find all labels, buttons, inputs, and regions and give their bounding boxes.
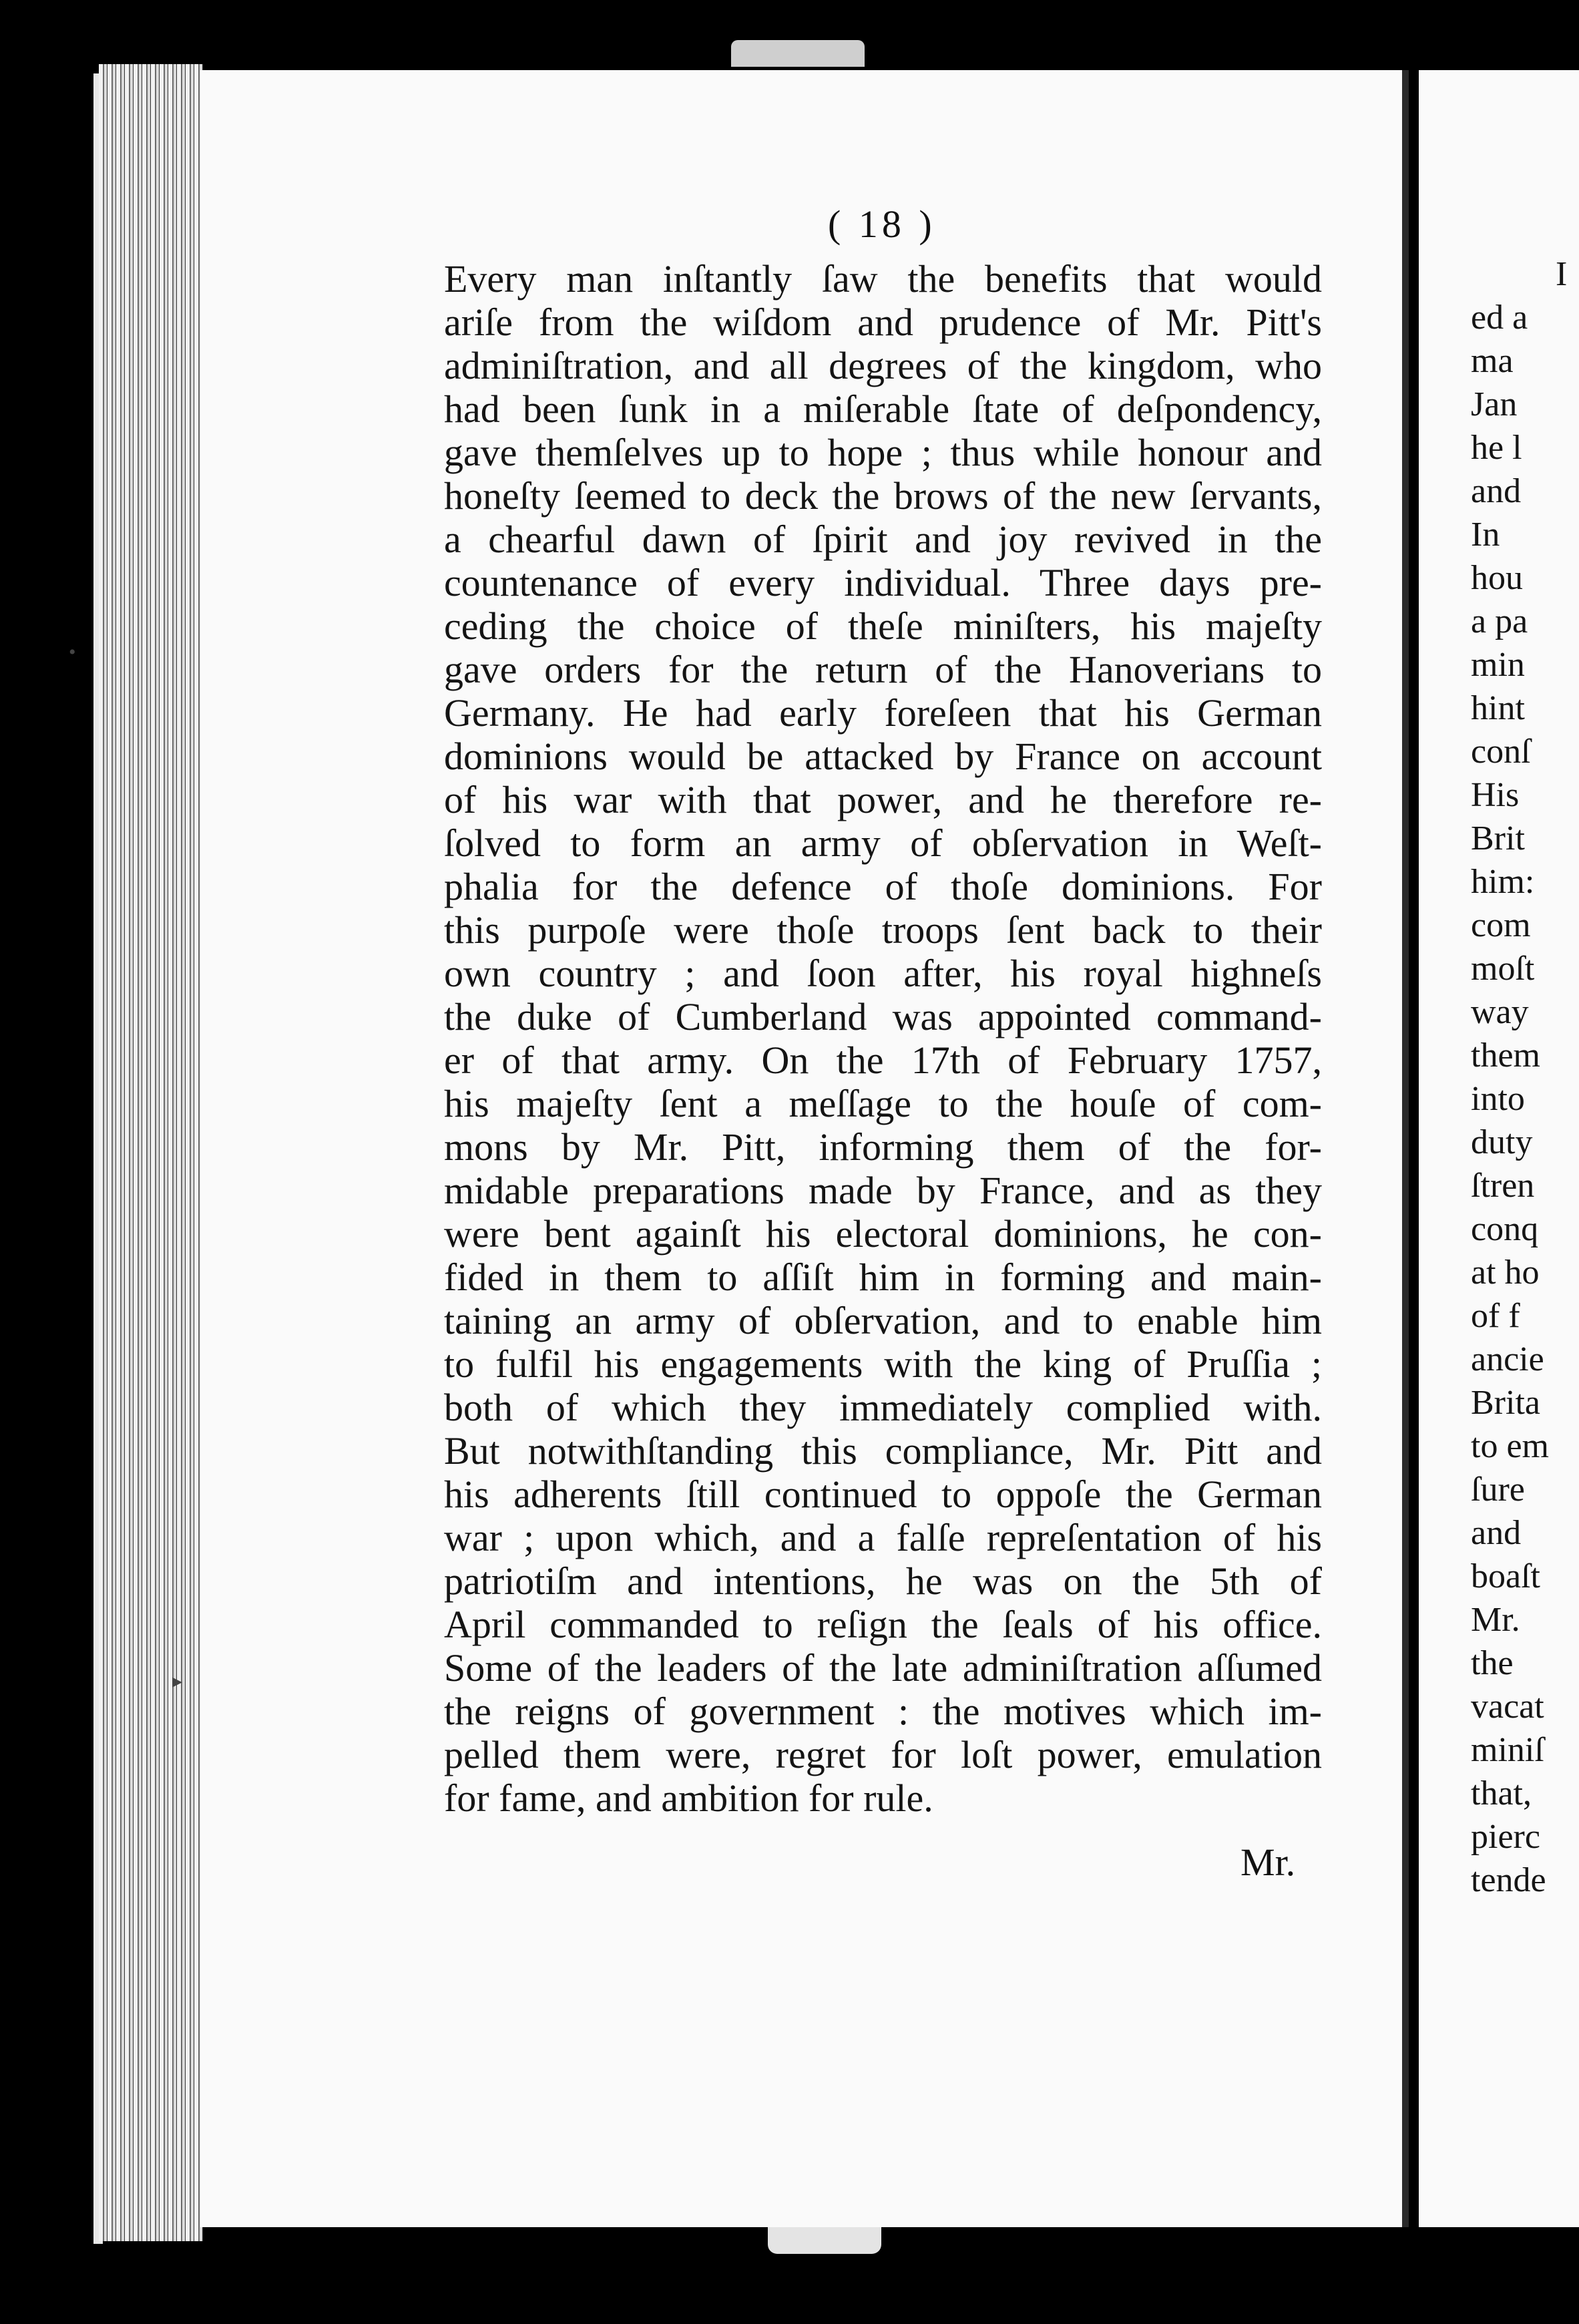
facing-page-line: and [1471,1514,1522,1552]
text-line: Every man inſtantly ſaw the benefits that would [444,257,1322,301]
facing-page-line: moſt [1471,950,1535,988]
body-text [444,257,1322,1820]
facing-page-line: vacat [1471,1688,1544,1726]
facing-page-line: tende [1471,1861,1546,1899]
text-line: Some of the leaders of the late adminiſtration aſſumed [444,1646,1322,1690]
facing-page-line: duty [1471,1123,1533,1161]
text-line: his adherents ſtill continued to oppoſe the German [444,1473,1322,1516]
text-line: pelled them were, regret for loſt power, emulation [444,1733,1322,1776]
facing-page-line: Mr. [1471,1601,1520,1639]
text-line: ariſe from the wiſdom and prudence of Mr. Pitt's [444,301,1322,344]
facing-page-line: conq [1471,1210,1539,1248]
binding-fragment-bottom [768,2227,881,2254]
facing-page-line: him: [1471,863,1535,901]
facing-page-line: miniſ [1471,1731,1544,1769]
facing-page-line: conſ [1471,733,1531,771]
facing-page-line: a pa [1471,602,1528,640]
catchword: Mr. [1240,1841,1296,1884]
facing-page-line: them [1471,1036,1540,1075]
facing-page-line: ma [1471,342,1514,380]
margin-mark: • [69,641,76,663]
text-line: countenance of every individual. Three days pre- [444,561,1322,604]
facing-page-line: Brit [1471,819,1525,857]
facing-page-line: min [1471,646,1525,684]
facing-page-line: the [1471,1644,1514,1682]
text-line: honeſty ſeemed to deck the brows of the new ſervants, [444,474,1322,518]
text-line: dominions would be attacked by France on account [444,735,1322,778]
text-line: patriotiſm and intentions, he was on the 5th of [444,1559,1322,1603]
text-line: had been ſunk in a miſerable ſtate of deſpondency, [444,387,1322,431]
text-line: to fulfil his engagements with the king of Pruſſia ; [444,1342,1322,1386]
facing-page-line: of f [1471,1297,1520,1335]
facing-page-line: hou [1471,559,1523,597]
facing-page-line: that, [1471,1774,1532,1812]
margin-mark: ▸ [172,1670,183,1692]
text-line: phalia for the defence of thoſe dominions. For [444,865,1322,908]
text-line: adminiſtration, and all degrees of the kingdom, who [444,344,1322,387]
text-line: war ; upon which, and a falſe repreſentation of his [444,1516,1322,1559]
text-line: ſolved to form an army of obſervation in Weſt- [444,821,1322,865]
facing-page-line: Brita [1471,1384,1540,1422]
facing-page-line: Jan [1471,385,1518,423]
facing-page-line: to em [1471,1427,1549,1465]
text-line: were bent againſt his electoral dominions, he con- [444,1212,1322,1255]
facing-page-line: ſtren [1471,1167,1535,1205]
text-line: But notwithſtanding this compliance, Mr. Pitt and [444,1429,1322,1473]
text-line: the duke of Cumberland was appointed command- [444,995,1322,1038]
facing-page-line: ſure [1471,1471,1525,1509]
facing-page-line: com [1471,906,1531,944]
text-line: April commanded to reſign the ſeals of his office. [444,1603,1322,1646]
text-line: ceding the choice of theſe miniſters, his majeſty [444,604,1322,648]
text-line: taining an army of obſervation, and to enable him [444,1299,1322,1342]
facing-page-line: and [1471,472,1522,510]
facing-page-line: way [1471,993,1529,1031]
facing-page-line: ancie [1471,1340,1544,1378]
facing-page-line: I [1556,255,1568,293]
text-line: a chearful dawn of ſpirit and joy revived in the [444,518,1322,561]
text-line: own country ; and ſoon after, his royal highneſs [444,952,1322,995]
facing-page-line: pierc [1471,1818,1540,1856]
text-line: Germany. He had early foreſeen that his German [444,691,1322,735]
right-page [1419,70,1579,2227]
text-line: the reigns of government : the motives which im- [444,1690,1322,1733]
text-line: gave orders for the return of the Hanoverians to [444,648,1322,691]
facing-page-line: into [1471,1080,1525,1118]
text-line: both of which they immediately complied with. [444,1386,1322,1429]
facing-page-line: he l [1471,429,1522,467]
facing-page-line: His [1471,776,1520,814]
facing-page-line: ed a [1471,299,1528,337]
facing-page-line: at ho [1471,1253,1540,1292]
text-line: mons by Mr. Pitt, informing them of the for- [444,1125,1322,1169]
text-line: fided in them to aſſiſt him in forming and main- [444,1255,1322,1299]
text-line: this purpoſe were thoſe troops ſent back to their [444,908,1322,952]
text-line: midable preparations made by France, and as they [444,1169,1322,1212]
text-line: er of that army. On the 17th of February 1757, [444,1038,1322,1082]
text-line: gave themſelves up to hope ; thus while honour and [444,431,1322,474]
binding-fragment-top [731,40,865,67]
facing-page-line: boaſt [1471,1557,1540,1595]
text-line: for fame, and ambition for rule. [444,1776,933,1820]
facing-page-line: In [1471,516,1500,554]
stacked-page-edges [99,64,203,2241]
text-line: of his war with that power, and he therefore re- [444,778,1322,821]
text-line: his majeſty ſent a meſſage to the houſe of com- [444,1082,1322,1125]
facing-page-line: hint [1471,689,1525,727]
page-number: ( 18 ) [828,202,936,246]
